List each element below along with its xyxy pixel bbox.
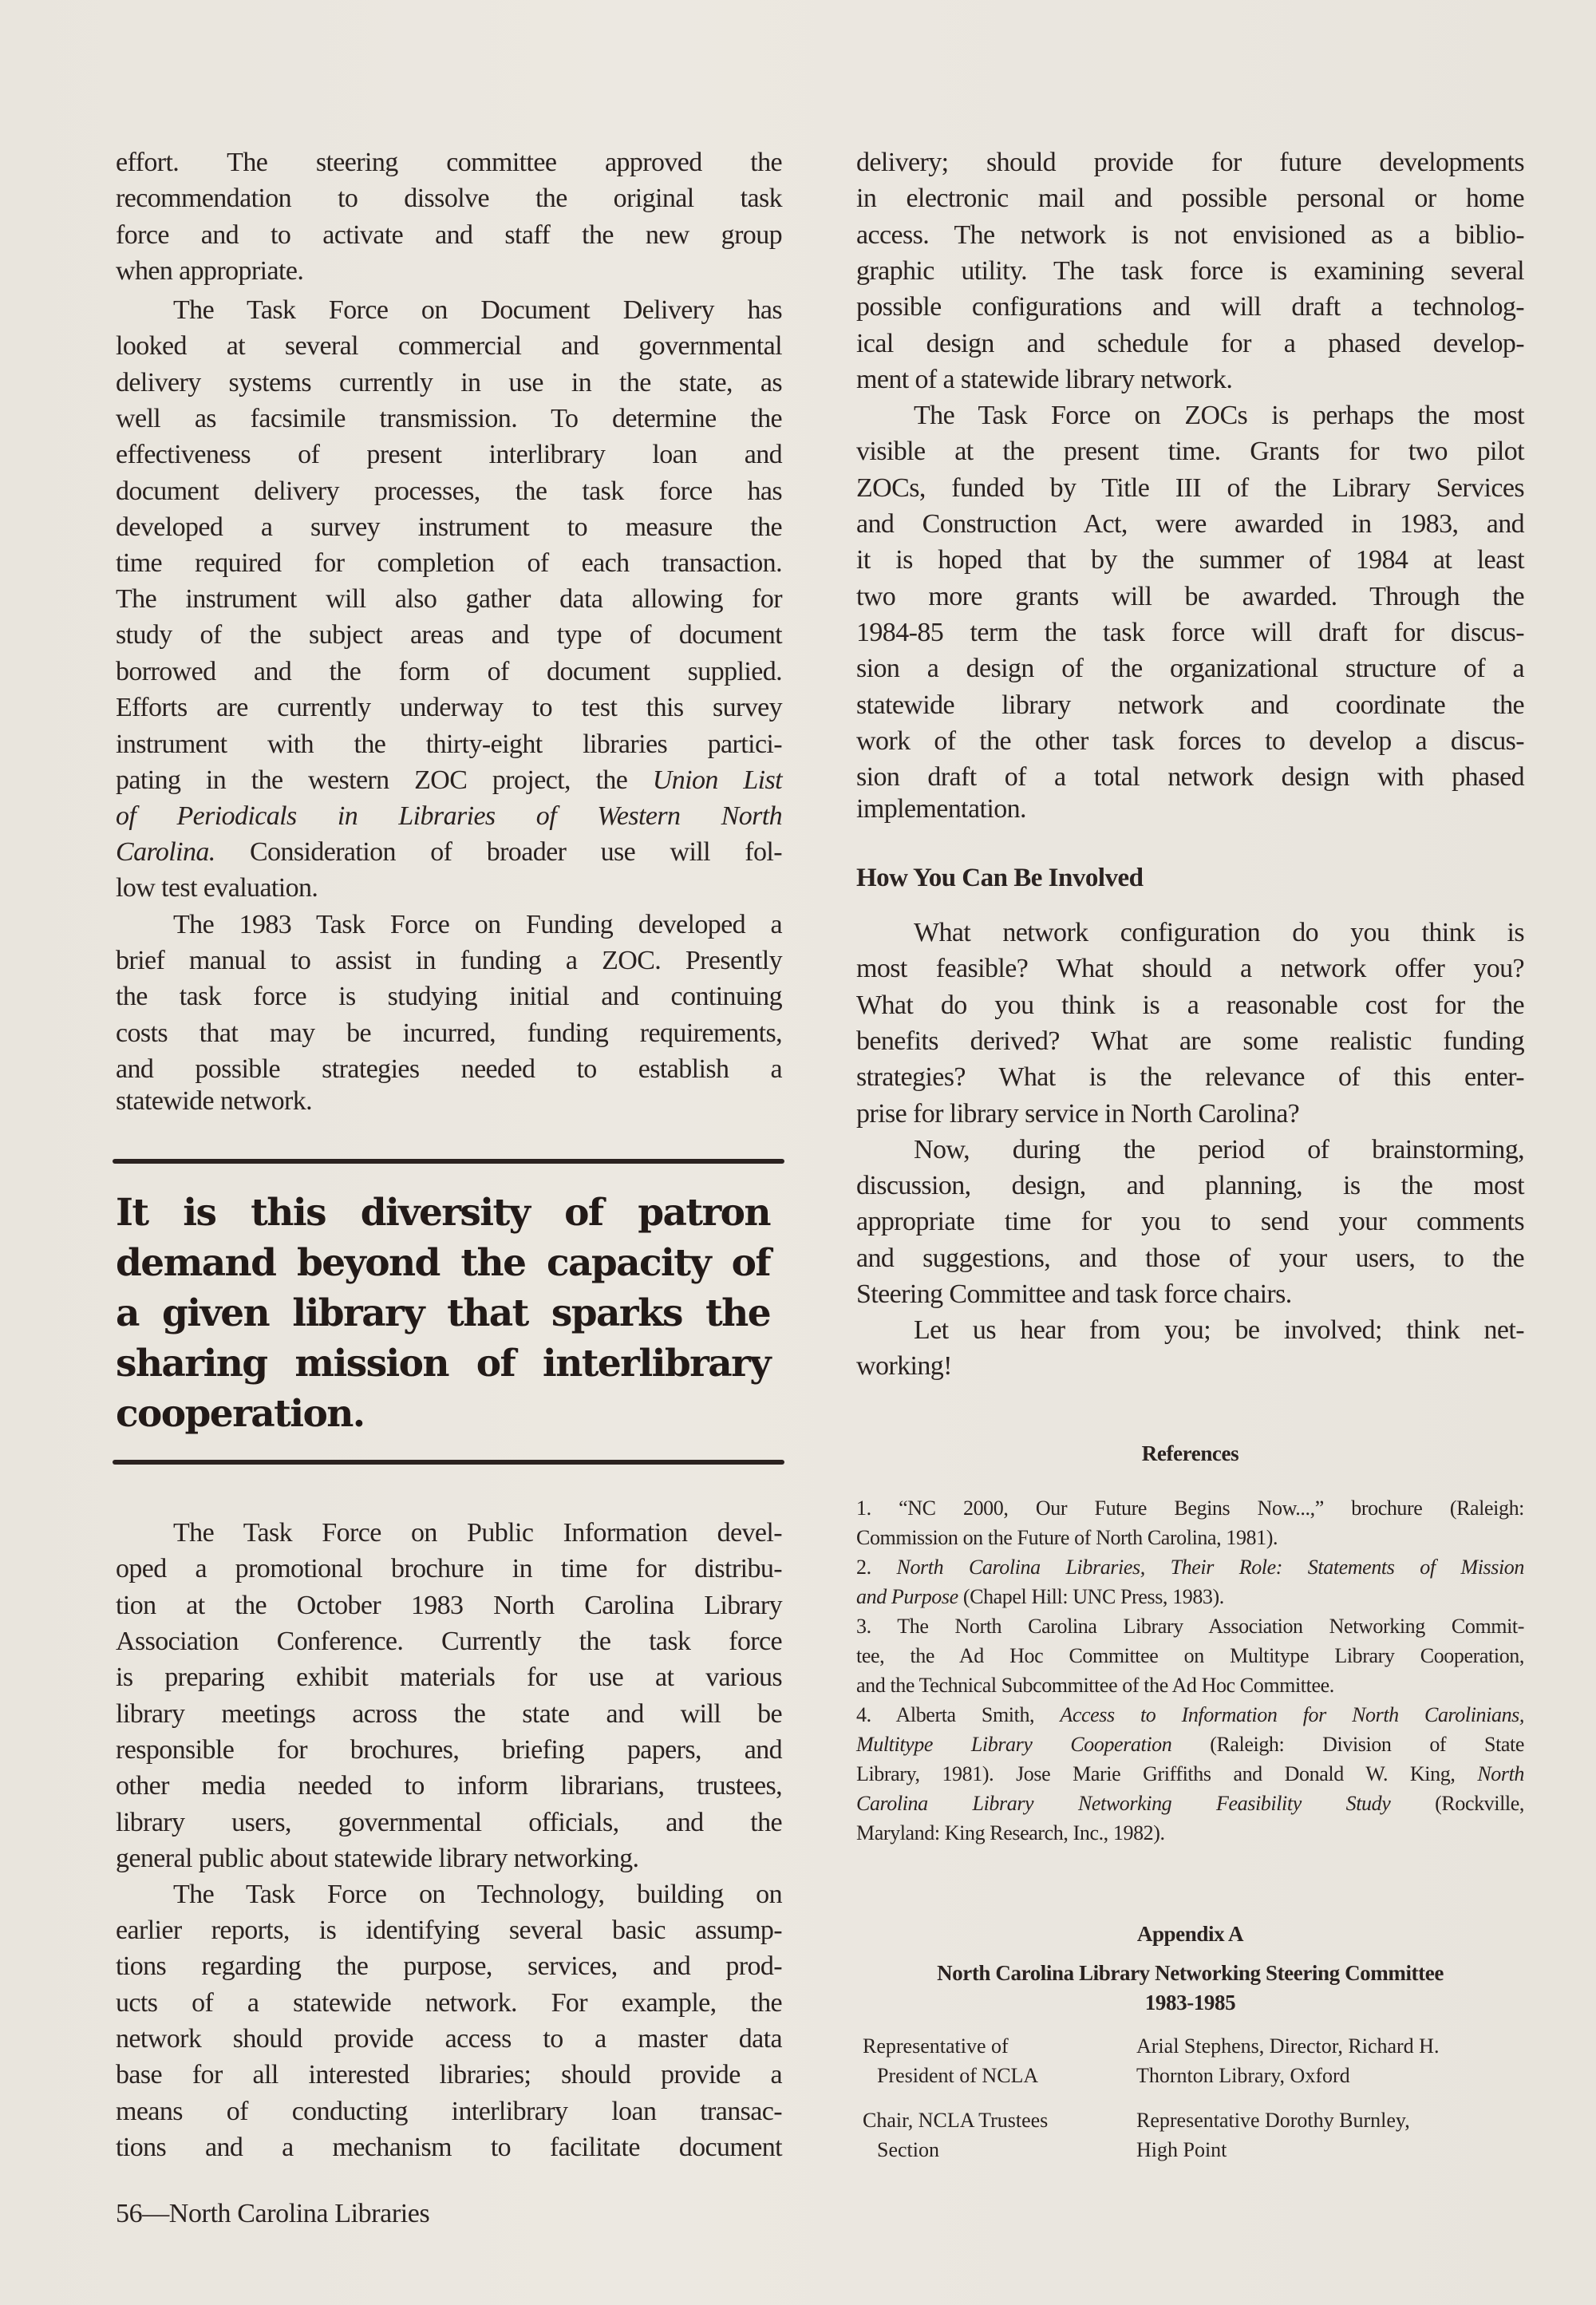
text-span: Library, 1981). Jose Marie Griffiths and Donald W. King, bbox=[856, 1762, 1478, 1785]
committee-role: Chair, NCLA Trustees bbox=[863, 2109, 1049, 2132]
reference-3-line: and the Technical Subcommittee of the Ad Hoc Committee. bbox=[856, 1674, 1334, 1697]
reference-4-line bbox=[856, 1760, 1524, 1789]
italic-title: Carolina. bbox=[116, 837, 215, 867]
text-line: ucts of a statewide network. For example, the bbox=[116, 1988, 782, 2018]
text-line: What network configuration do you think is bbox=[914, 918, 1524, 947]
text-line: and possible strategies needed to establish a bbox=[116, 1054, 782, 1084]
text-line: access. The network is not envisioned as a biblio- bbox=[856, 220, 1524, 250]
text-line bbox=[116, 836, 782, 868]
text-line: borrowed and the form of document supplied. bbox=[116, 657, 782, 686]
text-line: base for all interested libraries; should provide a bbox=[116, 2060, 782, 2090]
text-line: discussion, design, and planning, is the most bbox=[856, 1171, 1524, 1200]
text-line: force and to activate and staff the new group bbox=[116, 220, 782, 250]
pull-quote-line: sharing mission of interlibrary bbox=[116, 1342, 770, 1386]
text-line: work of the other task forces to develop a discus- bbox=[856, 726, 1524, 756]
text-line: The instrument will also gather data allowing for bbox=[116, 584, 782, 614]
text-line: study of the subject areas and type of document bbox=[116, 620, 782, 650]
text-line: of Periodicals in Libraries of Western North bbox=[116, 801, 782, 831]
committee-member: High Point bbox=[1136, 2138, 1227, 2161]
text-line: benefits derived? What are some realistic funding bbox=[856, 1026, 1524, 1056]
reference-2-line bbox=[856, 1553, 1524, 1582]
text-line: ical design and schedule for a phased develop- bbox=[856, 329, 1524, 358]
text-line: The Task Force on Technology, building on bbox=[173, 1880, 782, 1909]
text-line: general public about statewide library networking. bbox=[116, 1844, 639, 1873]
text-line: sion a design of the organizational structure of a bbox=[856, 654, 1524, 683]
italic-title: Union List bbox=[652, 765, 782, 795]
reference-3-line: tee, the Ad Hoc Committee on Multitype Library Cooperation, bbox=[856, 1644, 1524, 1667]
text-line: The Task Force on Document Delivery has bbox=[173, 295, 782, 325]
text-line: tions and a mechanism to facilitate document bbox=[116, 2133, 782, 2162]
italic-title: and Purpose bbox=[856, 1585, 958, 1608]
reference-4-line bbox=[856, 1789, 1524, 1818]
pull-quote-line: a given library that sparks the bbox=[116, 1291, 770, 1335]
text-line: delivery; should provide for future developments bbox=[856, 148, 1524, 177]
page-footer: 56—North Carolina Libraries bbox=[116, 2199, 430, 2228]
text-span: (Raleigh: Division of State bbox=[1171, 1733, 1524, 1756]
text-line: 1984-85 term the task force will draft for discus- bbox=[856, 618, 1524, 647]
text-span: (Rockville, bbox=[1390, 1792, 1524, 1815]
text-line: other media needed to inform librarians, trustees, bbox=[116, 1771, 782, 1801]
committee-role: Representative of bbox=[863, 2034, 1009, 2058]
committee-member: Thornton Library, Oxford bbox=[1136, 2064, 1350, 2087]
text-line: earlier reports, is identifying several basic assump- bbox=[116, 1916, 782, 1945]
text-line: low test evaluation. bbox=[116, 873, 318, 903]
text-line: The Task Force on ZOCs is perhaps the most bbox=[914, 401, 1524, 430]
text-line: and Construction Act, were awarded in 1983, and bbox=[856, 509, 1524, 539]
reference-3-line: 3. The North Carolina Library Association Networking Commit- bbox=[856, 1615, 1524, 1638]
text-line: prise for library service in North Carolina? bbox=[856, 1099, 1300, 1129]
text-line: What do you think is a reasonable cost for the bbox=[856, 990, 1524, 1020]
committee-role: Section bbox=[877, 2138, 939, 2161]
text-line: it is hoped that by the summer of 1984 at least bbox=[856, 545, 1524, 575]
text-line: time required for completion of each transaction. bbox=[116, 548, 782, 578]
pull-quote-bottom-rule bbox=[113, 1460, 784, 1465]
italic-title: Multitype Library Cooperation bbox=[856, 1733, 1172, 1756]
text-line: working! bbox=[856, 1351, 952, 1381]
text-span: 2. bbox=[856, 1556, 897, 1579]
text-span: pating in the western ZOC project, the bbox=[116, 765, 653, 795]
text-line: delivery systems currently in use in the state, as bbox=[116, 368, 782, 397]
text-line: developed a survey instrument to measure the bbox=[116, 512, 782, 542]
text-line: The 1983 Task Force on Funding developed a bbox=[173, 910, 782, 939]
committee-role: President of NCLA bbox=[877, 2064, 1039, 2087]
pull-quote bbox=[116, 1189, 770, 1445]
committee-member: Arial Stephens, Director, Richard H. bbox=[1136, 2034, 1440, 2058]
text-line: ment of a statewide library network. bbox=[856, 365, 1233, 394]
pull-quote-line: demand beyond the capacity of bbox=[116, 1241, 770, 1285]
text-line: recommendation to dissolve the original task bbox=[116, 184, 782, 213]
text-line: instrument with the thirty-eight libraries partici- bbox=[116, 729, 782, 759]
text-line: in electronic mail and possible personal or home bbox=[856, 184, 1524, 213]
text-line: ZOCs, funded by Title III of the Library Services bbox=[856, 473, 1524, 503]
italic-title: North bbox=[1477, 1762, 1524, 1785]
pull-quote-top-rule bbox=[113, 1159, 784, 1164]
text-line: strategies? What is the relevance of this enter- bbox=[856, 1062, 1524, 1092]
pull-quote-line: It is this diversity of patron bbox=[116, 1191, 770, 1235]
text-line: sion draft of a total network design with phased bbox=[856, 762, 1524, 792]
appendix-years: 1983-1985 bbox=[1144, 1991, 1236, 2014]
reference-2-line bbox=[856, 1583, 1524, 1611]
text-line: Association Conference. Currently the task force bbox=[116, 1627, 782, 1656]
reference-4-line: Maryland: King Research, Inc., 1982). bbox=[856, 1821, 1165, 1844]
left-column bbox=[116, 0, 782, 2305]
text-line: statewide library network and coordinate the bbox=[856, 690, 1524, 720]
text-line: oped a promotional brochure in time for distribu- bbox=[116, 1554, 782, 1583]
text-line: effort. The steering committee approved the bbox=[116, 148, 782, 177]
text-line: Now, during the period of brainstorming, bbox=[914, 1135, 1524, 1164]
right-column bbox=[856, 0, 1524, 2305]
text-line bbox=[116, 765, 782, 797]
text-line: visible at the present time. Grants for two pilot bbox=[856, 437, 1524, 466]
reference-4-line bbox=[856, 1701, 1524, 1730]
text-line: library meetings across the state and will be bbox=[116, 1699, 782, 1729]
text-line: well as facsimile transmission. To determine the bbox=[116, 404, 782, 433]
text-line: two more grants will be awarded. Through the bbox=[856, 582, 1524, 611]
text-line: looked at several commercial and governmental bbox=[116, 331, 782, 361]
appendix-title: Appendix A bbox=[1136, 1922, 1244, 1946]
text-line: Let us hear from you; be involved; think net- bbox=[914, 1315, 1524, 1345]
italic-title: Carolina Library Networking Feasibility Study bbox=[856, 1792, 1391, 1815]
text-line: most feasible? What should a network offer you? bbox=[856, 954, 1524, 983]
text-line: and suggestions, and those of your users, to the bbox=[856, 1243, 1524, 1273]
text-line: responsible for brochures, briefing papers, and bbox=[116, 1735, 782, 1765]
text-line: implementation. bbox=[856, 794, 1026, 824]
text-line: The Task Force on Public Information devel- bbox=[173, 1518, 782, 1548]
text-line: means of conducting interlibrary loan transac- bbox=[116, 2097, 782, 2126]
appendix-subtitle: North Carolina Library Networking Steering Committee bbox=[937, 1961, 1444, 1985]
reference-1-line: 1. “NC 2000, Our Future Begins Now...,” brochure (Raleigh: bbox=[856, 1496, 1524, 1520]
pull-quote-line: cooperation. bbox=[116, 1392, 365, 1436]
text-span: 4. Alberta Smith, bbox=[856, 1703, 1061, 1726]
text-line: graphic utility. The task force is examining several bbox=[856, 256, 1524, 286]
text-line: is preparing exhibit materials for use at various bbox=[116, 1663, 782, 1692]
text-line: possible configurations and will draft a technolog- bbox=[856, 292, 1524, 322]
italic-title: North Carolina Libraries, Their Role: Statements of Mission bbox=[896, 1556, 1524, 1579]
reference-1-line: Commission on the Future of North Carolina, 1981). bbox=[856, 1526, 1278, 1549]
committee-member: Representative Dorothy Burnley, bbox=[1136, 2109, 1410, 2132]
section-heading: How You Can Be Involved bbox=[856, 864, 1144, 892]
text-line: tion at the October 1983 North Carolina Library bbox=[116, 1591, 782, 1620]
text-line: Steering Committee and task force chairs. bbox=[856, 1279, 1292, 1309]
text-line: brief manual to assist in funding a ZOC. Presently bbox=[116, 946, 782, 975]
text-span: (Chapel Hill: UNC Press, 1983). bbox=[958, 1585, 1224, 1608]
text-line: tions regarding the purpose, services, and prod- bbox=[116, 1951, 782, 1981]
text-line: effectiveness of present interlibrary loan and bbox=[116, 440, 782, 469]
italic-title: Access to Information for North Carolinians, bbox=[1060, 1703, 1524, 1726]
text-line: costs that may be incurred, funding requirements, bbox=[116, 1018, 782, 1048]
text-line: the task force is studying initial and continuing bbox=[116, 982, 782, 1011]
text-line: statewide network. bbox=[116, 1086, 313, 1116]
references-title: References bbox=[1141, 1441, 1239, 1465]
text-line: network should provide access to a master data bbox=[116, 2024, 782, 2054]
reference-4-line bbox=[856, 1730, 1524, 1759]
text-line: library users, governmental officials, and the bbox=[116, 1808, 782, 1837]
text-span: Consideration of broader use will fol- bbox=[215, 837, 782, 867]
text-line: Efforts are currently underway to test this survey bbox=[116, 693, 782, 722]
text-line: document delivery processes, the task force has bbox=[116, 476, 782, 506]
text-line: when appropriate. bbox=[116, 256, 304, 286]
text-line: appropriate time for you to send your comments bbox=[856, 1207, 1524, 1236]
